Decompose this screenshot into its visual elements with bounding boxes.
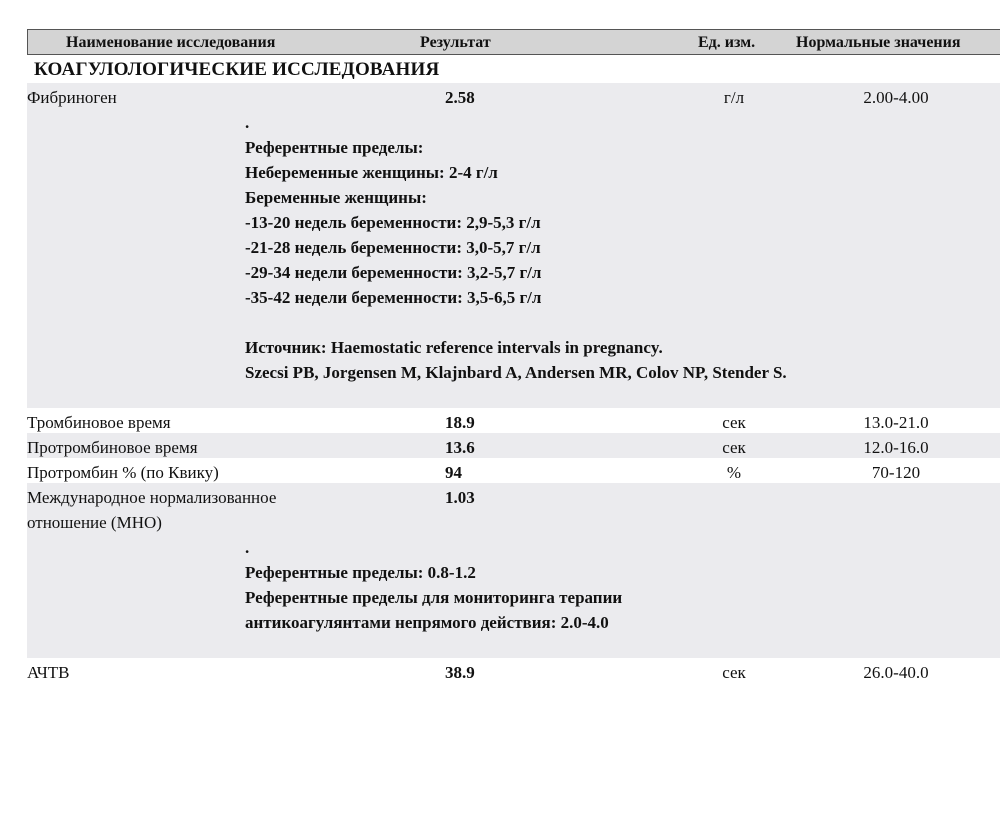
comment-line: . xyxy=(245,538,250,557)
comment-line xyxy=(245,310,787,335)
test-result: 94 xyxy=(445,463,462,482)
test-unit: сек xyxy=(722,438,746,457)
comment-line: -35-42 недели беременности: 3,5-6,5 г/л xyxy=(245,288,542,307)
table-row xyxy=(27,658,1000,683)
reference-comment xyxy=(245,110,787,385)
table-row xyxy=(27,458,1000,483)
table-row xyxy=(27,433,1000,458)
test-norm: 26.0-40.0 xyxy=(863,663,929,682)
comment-line: -13-20 недель беременности: 2,9-5,3 г/л xyxy=(245,213,541,232)
test-norm: 2.00-4.00 xyxy=(863,88,929,107)
test-unit: г/л xyxy=(723,88,745,107)
comment-line: Референтные пределы: 0.8-1.2 xyxy=(245,563,476,582)
test-result: 13.6 xyxy=(445,438,475,457)
reference-comment xyxy=(245,535,622,635)
comment-line: Источник: Haemostatic reference intervals in pregnancy. xyxy=(245,338,663,357)
comment-line: Беременные женщины: xyxy=(245,188,427,207)
comment-line: Референтные пределы для мониторинга терапии xyxy=(245,588,623,607)
test-result: 38.9 xyxy=(445,663,475,682)
comment-line: -29-34 недели беременности: 3,2-5,7 г/л xyxy=(245,263,542,282)
col-result-header: Результат xyxy=(420,34,491,51)
table-row xyxy=(27,83,1000,408)
comment-line: антикоагулянтами непрямого действия: 2.0-4.0 xyxy=(245,613,609,632)
section-title: КОАГУЛОЛОГИЧЕСКИЕ ИССЛЕДОВАНИЯ xyxy=(34,59,440,80)
test-unit: сек xyxy=(722,663,746,682)
test-name-continued: отношение (МНО) xyxy=(27,513,162,532)
test-unit: % xyxy=(726,463,742,482)
comment-line: . xyxy=(245,113,250,132)
test-name: Фибриноген xyxy=(27,88,117,107)
test-result: 1.03 xyxy=(445,488,475,507)
test-name: Международное нормализованное xyxy=(27,488,277,507)
test-unit: сек xyxy=(722,413,746,432)
test-name: Протромбиновое время xyxy=(27,438,198,457)
test-norm: 12.0-16.0 xyxy=(863,438,929,457)
test-name: Тромбиновое время xyxy=(27,413,171,432)
comment-line: Небеременные женщины: 2-4 г/л xyxy=(245,163,498,182)
comment-line: Szecsi PB, Jorgensen M, Klajnbard A, Andersen MR, Colov NP, Stender S. xyxy=(245,363,787,382)
col-name-header: Наименование исследования xyxy=(66,34,276,51)
test-name: АЧТВ xyxy=(27,663,70,682)
table-row xyxy=(27,483,1000,658)
test-result: 2.58 xyxy=(445,88,475,107)
comment-line: Референтные пределы: xyxy=(245,138,424,157)
table-row xyxy=(27,408,1000,433)
table-header xyxy=(27,29,1000,55)
test-result: 18.9 xyxy=(445,413,475,432)
col-unit-header: Ед. изм. xyxy=(698,34,756,51)
test-name: Протромбин % (по Квику) xyxy=(27,463,219,482)
test-norm: 13.0-21.0 xyxy=(863,413,929,432)
comment-line: -21-28 недель беременности: 3,0-5,7 г/л xyxy=(245,238,541,257)
test-norm: 70-120 xyxy=(871,463,921,482)
col-norm-header: Нормальные значения xyxy=(796,34,961,51)
